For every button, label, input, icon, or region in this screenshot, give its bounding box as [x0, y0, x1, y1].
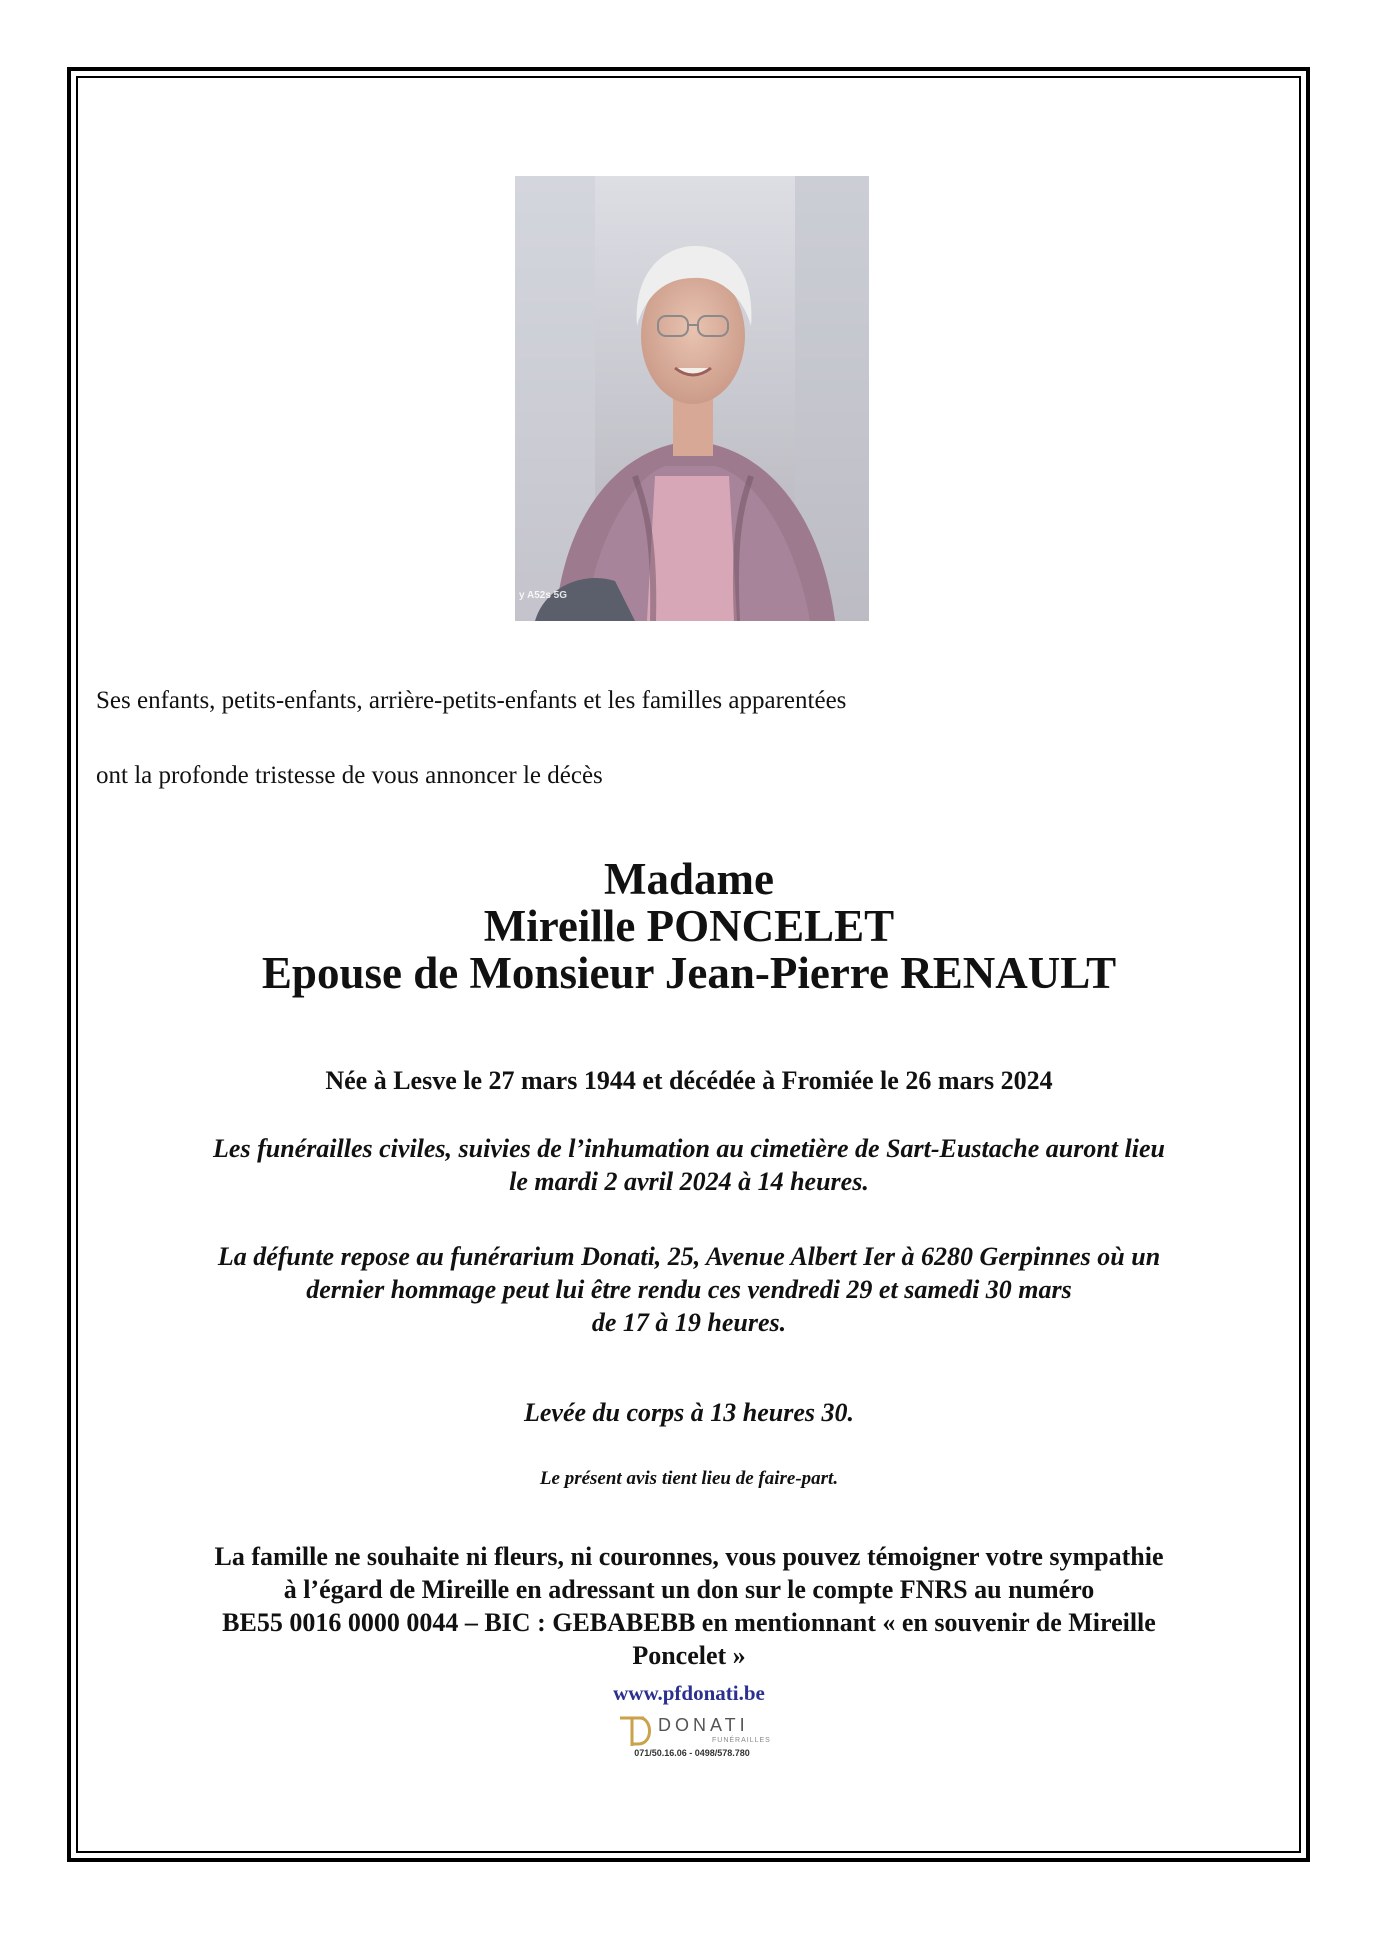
viewing-line-3: de 17 à 19 heures.: [591, 1308, 787, 1337]
portrait-illustration: [515, 176, 869, 621]
donation-request: [86, 1540, 1292, 1672]
funeral-line-2: le mardi 2 avril 2024 à 14 heures.: [509, 1167, 869, 1196]
intro-line-1: Ses enfants, petits-enfants, arrière-petits-enfants et les familles apparentées: [96, 687, 847, 714]
notice-text: Le présent avis tient lieu de faire-part.: [539, 1468, 839, 1489]
deceased-photo: [515, 176, 869, 621]
viewing-line-2: dernier hommage peut lui être rendu ces vendredi 29 et samedi 30 mars: [306, 1275, 1072, 1304]
donati-logo: [612, 1712, 772, 1760]
donation-line-3: BE55 0016 0000 0044 – BIC : GEBABEBB en mentionnant « en souvenir de Mireille: [222, 1608, 1156, 1637]
deceased-name: Mireille PONCELET: [483, 901, 895, 951]
donati-logo-mark-icon: [618, 1714, 656, 1748]
photo-watermark: y A52s 5G: [519, 590, 567, 601]
funeral-line-1: Les funérailles civiles, suivies de l’inhumation au cimetière de Sart-Eustache auront lieu: [213, 1134, 1165, 1163]
viewing-line-1: La défunte repose au funérarium Donati, 25, Avenue Albert Ier à 6280 Gerpinnes où un: [217, 1242, 1161, 1271]
deceased-spouse: Epouse de Monsieur Jean-Pierre RENAULT: [261, 948, 1117, 998]
logo-subtitle: FUNÉRAILLES: [712, 1737, 771, 1744]
levee-du-corps: Levée du corps à 13 heures 30.: [523, 1398, 854, 1427]
intro-line-2: ont la profonde tristesse de vous annoncer le décès: [96, 762, 603, 789]
logo-name: DONATI: [658, 1715, 749, 1735]
deceased-title: Madame: [604, 854, 774, 904]
funeral-details: [86, 1132, 1292, 1198]
website-link[interactable]: www.pfdonati.be: [613, 1681, 765, 1705]
donation-line-2: à l’égard de Mireille en adressant un don sur le compte FNRS au numéro: [283, 1575, 1095, 1604]
donation-line-1: La famille ne souhaite ni fleurs, ni couronnes, vous pouvez témoigner votre sympathie: [214, 1542, 1164, 1571]
logo-phone-numbers: 071/50.16.06 - 0498/578.780: [634, 1748, 750, 1758]
deceased-name-block: [86, 856, 1292, 997]
birth-death-dates: Née à Lesve le 27 mars 1944 et décédée à Fromiée le 26 mars 2024: [325, 1066, 1053, 1095]
viewing-details: [86, 1240, 1292, 1339]
donation-line-4: Poncelet »: [632, 1641, 746, 1670]
